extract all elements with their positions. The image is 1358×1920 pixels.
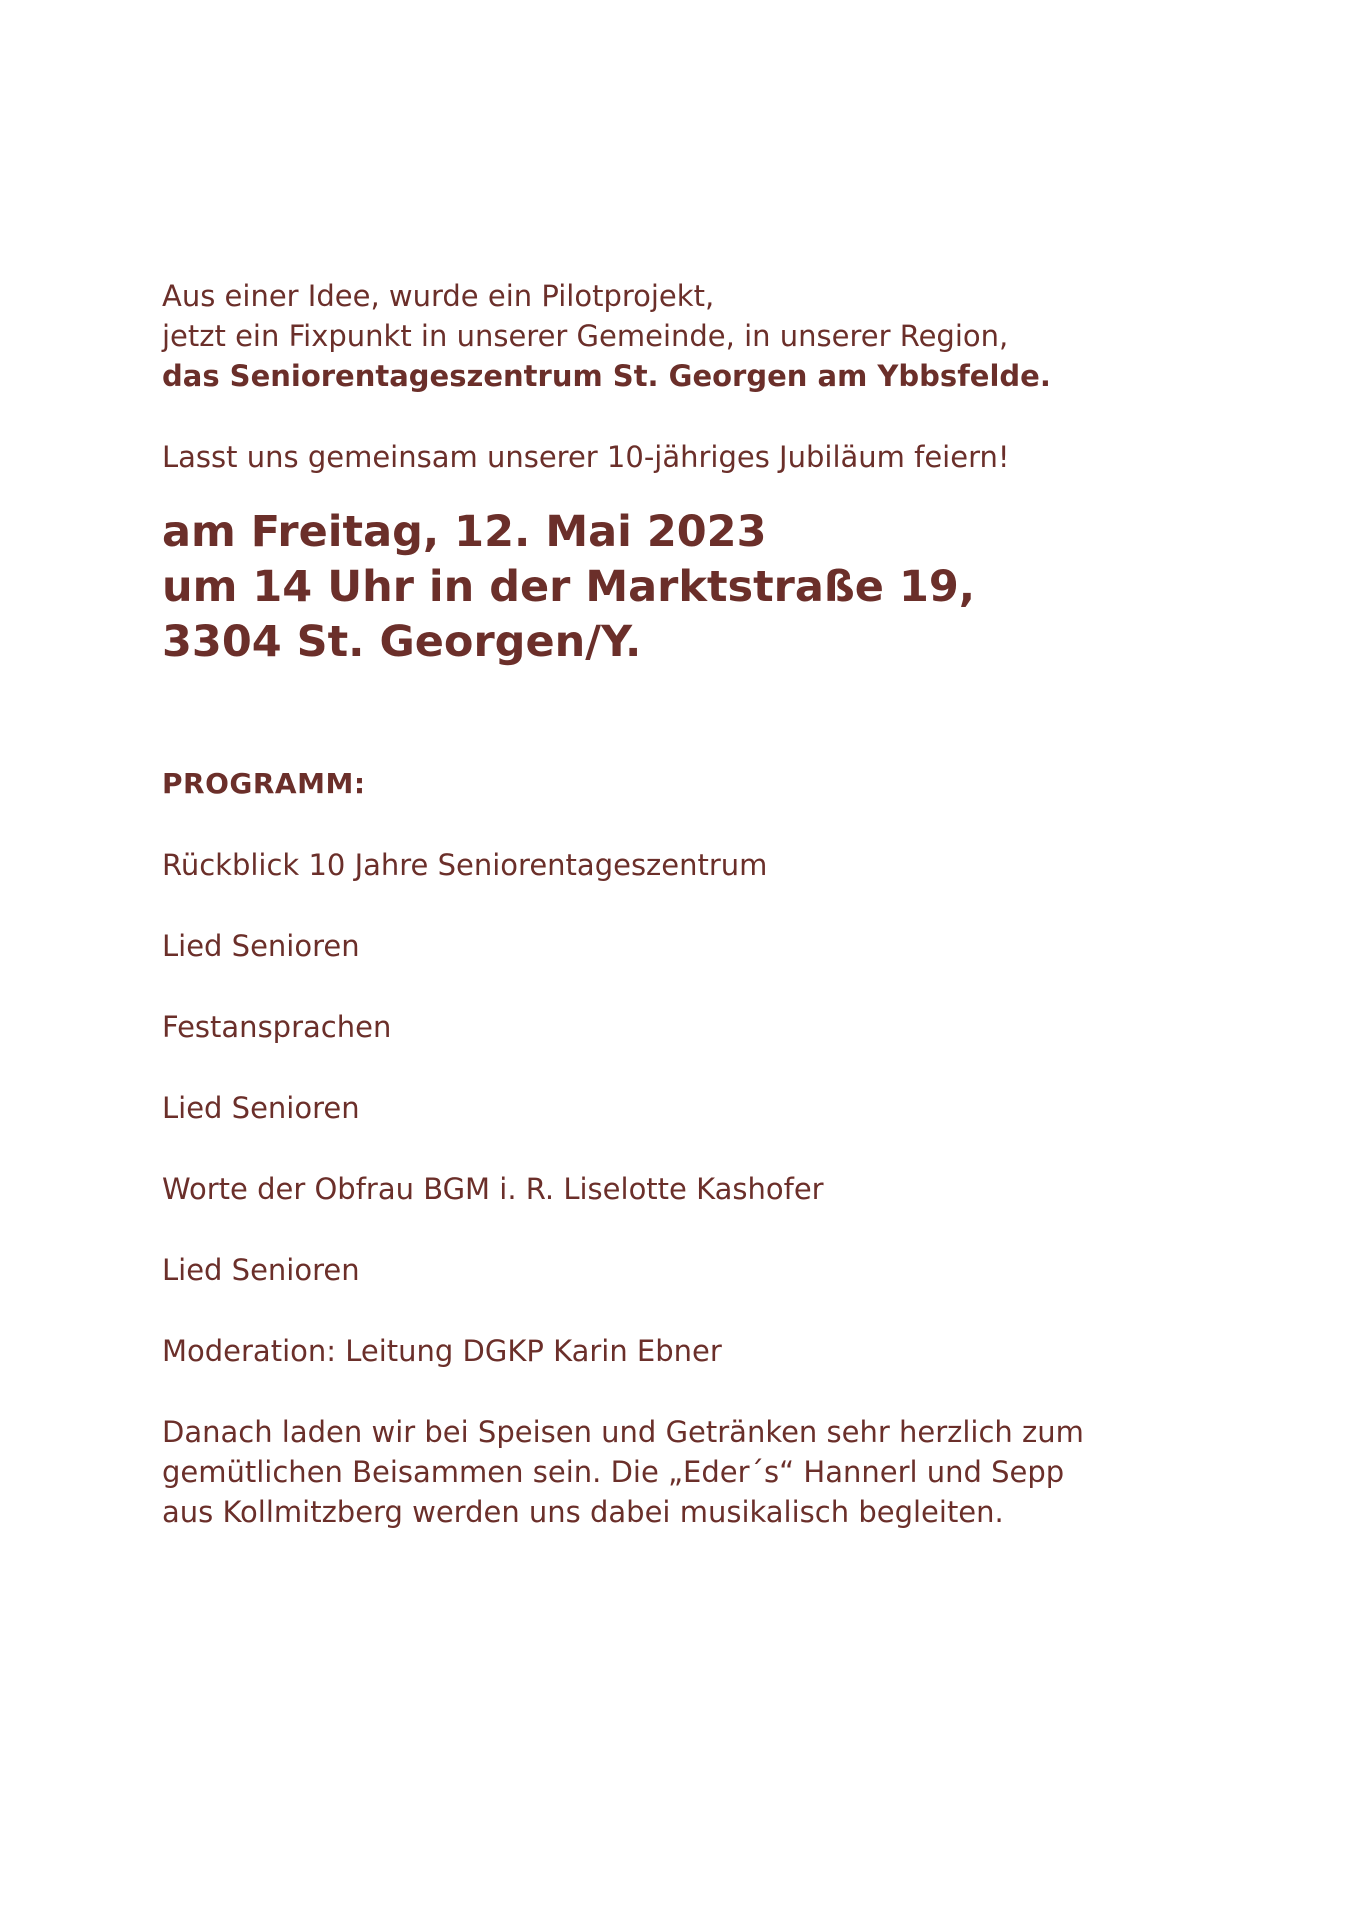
event-town: 3304 St. Georgen/Y. — [162, 617, 642, 667]
closing-line-3: aus Kollmitzberg werden uns dabei musikalisch begleiten. — [162, 1495, 1004, 1529]
closing-paragraph — [162, 1412, 1262, 1532]
intro-line-1: Aus einer Idee, wurde ein Pilotprojekt, — [162, 279, 715, 313]
program-item: Worte der Obfrau BGM i. R. Liselotte Kashofer — [162, 1172, 824, 1206]
closing-line-2: gemütlichen Beisammen sein. Die „Eder´s“ Hannerl und Sepp — [162, 1455, 1065, 1489]
program-item: Festansprachen — [162, 1010, 392, 1044]
program-item: Rückblick 10 Jahre Seniorentageszentrum — [162, 848, 768, 882]
closing-line-1: Danach laden wir bei Speisen und Getränken sehr herzlich zum — [162, 1415, 1084, 1449]
event-details — [162, 505, 1262, 670]
event-time-place: um 14 Uhr in der Marktstraße 19, — [162, 562, 976, 612]
program-heading: PROGRAMM: — [162, 767, 366, 800]
invitation-text: Lasst uns gemeinsam unserer 10-jähriges Jubiläum feiern! — [162, 440, 1010, 474]
program-item: Lied Senioren — [162, 1091, 360, 1125]
event-date: am Freitag, 12. Mai 2023 — [162, 507, 767, 557]
program-item: Lied Senioren — [162, 1253, 360, 1287]
intro-paragraph — [162, 276, 1262, 396]
program-list — [162, 845, 1262, 1290]
moderation-text: Moderation: Leitung DGKP Karin Ebner — [162, 1334, 722, 1368]
program-item: Lied Senioren — [162, 929, 360, 963]
invitation-page — [162, 276, 1262, 1532]
intro-line-2: jetzt ein Fixpunkt in unserer Gemeinde, in unserer Region, — [162, 319, 1009, 353]
intro-line-3: das Seniorentageszentrum St. Georgen am Ybbsfelde. — [162, 359, 1051, 393]
